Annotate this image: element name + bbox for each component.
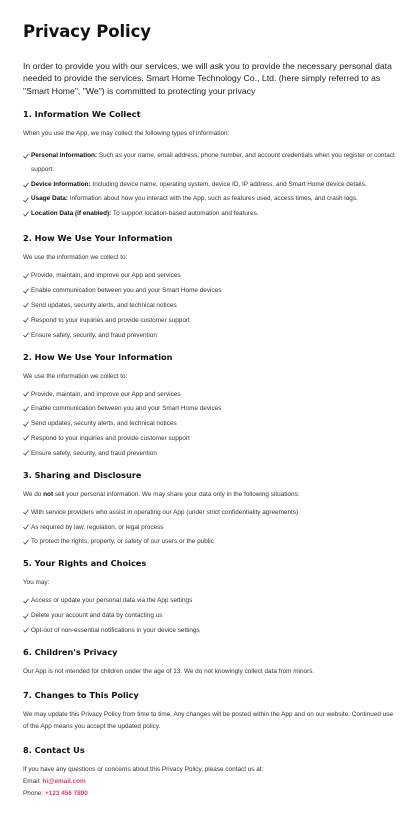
list-item bbox=[23, 596, 397, 605]
section-sharing-disclosure bbox=[23, 470, 397, 547]
list-item bbox=[23, 611, 397, 620]
check-icon bbox=[23, 434, 29, 442]
section-lead: You may: bbox=[23, 579, 50, 587]
item-text: Enable communication between you and your Smart Home devices bbox=[31, 405, 222, 413]
check-icon bbox=[23, 272, 29, 280]
intro-paragraph: In order to provide you with our services, we will ask you to provide the necessary personal data needed to provide the services. Smart Home Technology Co., Ltd. (here simply referred to as "Smart Home", "We") is committed to protecting your privacy bbox=[23, 61, 392, 96]
item-text: Send updates, security alerts, and technical notices bbox=[31, 420, 177, 428]
section-how-we-use bbox=[23, 233, 397, 339]
item-text: Ensure safety, security, and fraud prevention bbox=[31, 331, 157, 339]
check-icon bbox=[23, 152, 29, 160]
check-icon bbox=[23, 612, 29, 620]
item-text: Including device name, operating system, device ID, IP address, and Smart Home device details. bbox=[90, 180, 367, 188]
list-item bbox=[23, 286, 397, 295]
list-item bbox=[23, 316, 397, 325]
list-item bbox=[23, 178, 397, 193]
section-lead bbox=[23, 489, 397, 501]
section-childrens-privacy bbox=[23, 647, 397, 678]
section-contact-us bbox=[23, 745, 397, 800]
list-item bbox=[23, 192, 397, 207]
check-icon bbox=[23, 449, 29, 457]
check-icon bbox=[23, 405, 29, 413]
check-icon bbox=[23, 287, 29, 295]
list-item bbox=[23, 331, 397, 340]
check-icon bbox=[23, 508, 29, 516]
item-text: Opt-out of non-essential notifications in your device settings bbox=[31, 626, 200, 634]
item-text: As required by law, regulation, or legal process bbox=[31, 523, 164, 531]
check-icon bbox=[23, 316, 29, 324]
item-text: Provide, maintain, and improve our App and services bbox=[31, 272, 181, 280]
contact-phone-row bbox=[23, 788, 397, 800]
section-heading: 2. How We Use Your Information bbox=[23, 233, 173, 244]
item-term: Usage Data: bbox=[31, 195, 68, 203]
phone-link[interactable]: +123 456 7890 bbox=[45, 789, 88, 797]
check-icon bbox=[23, 523, 29, 531]
list-item bbox=[23, 449, 397, 458]
list-item bbox=[23, 404, 397, 413]
check-icon bbox=[23, 210, 29, 218]
section-heading: 7. Changes to This Policy bbox=[23, 689, 139, 700]
list-item bbox=[23, 434, 397, 443]
section-heading: 1. Information We Collect bbox=[23, 108, 141, 119]
check-icon bbox=[23, 538, 29, 546]
section-heading: 8. Contact Us bbox=[23, 744, 85, 755]
check-list bbox=[23, 390, 397, 458]
list-item bbox=[23, 301, 397, 310]
item-term: Location Data (if enabled): bbox=[31, 209, 112, 217]
lead-text: sell your personal information. We may share your data only in the following situations: bbox=[53, 490, 300, 498]
lead-text: We do bbox=[23, 490, 44, 498]
item-text: Provide, maintain, and improve our App and services bbox=[31, 390, 181, 398]
list-item bbox=[23, 149, 397, 178]
check-list bbox=[23, 508, 397, 547]
list-item bbox=[23, 207, 397, 222]
list-item bbox=[23, 271, 397, 280]
check-icon bbox=[23, 301, 29, 309]
lead-emphasis: not bbox=[43, 490, 54, 498]
section-text: We may update this Privacy Policy from time to time. Any changes will be posted within the App and on our website. Continued use of the App means you accept the updated policy. bbox=[23, 710, 394, 730]
item-text: Send updates, security alerts, and technical notices bbox=[31, 301, 177, 309]
contact-email-row bbox=[23, 776, 397, 788]
item-text: Ensure safety, security, and fraud prevention bbox=[31, 449, 157, 457]
item-text: Respond to your inquiries and provide customer support bbox=[31, 434, 190, 442]
list-item bbox=[23, 626, 397, 635]
item-text: Information about how you interact with the App, such as features used, access times, and crash logs. bbox=[67, 195, 358, 203]
check-list bbox=[23, 149, 397, 222]
item-term: Device Information: bbox=[31, 180, 91, 188]
list-item bbox=[23, 390, 397, 399]
item-text: Enable communication between you and your Smart Home devices bbox=[31, 287, 222, 295]
phone-label: Phone: bbox=[23, 789, 46, 797]
section-changes-policy bbox=[23, 690, 397, 733]
email-label: Email: bbox=[23, 777, 43, 785]
check-icon bbox=[23, 626, 29, 634]
item-text: Access or update your personal data via the App settings bbox=[31, 597, 193, 605]
item-text: Such as your name, email address, phone number, and account credentials when you register or contact support. bbox=[31, 151, 395, 174]
section-your-rights bbox=[23, 558, 397, 635]
list-item bbox=[23, 508, 397, 517]
item-term: Personal Information: bbox=[31, 151, 98, 159]
check-icon bbox=[23, 181, 29, 189]
check-icon bbox=[23, 597, 29, 605]
section-heading: 3. Sharing and Disclosure bbox=[23, 469, 142, 480]
item-text: To support location-based automation and features. bbox=[111, 209, 259, 217]
item-text: Respond to your inquiries and provide customer support bbox=[31, 316, 190, 324]
item-text: To protect the rights, property, or safety of our users or the public bbox=[31, 538, 214, 546]
check-list bbox=[23, 596, 397, 635]
section-lead: When you use the App, we may collect the following types of information: bbox=[23, 129, 230, 137]
section-heading: 6. Children's Privacy bbox=[23, 646, 118, 657]
section-text: Our App is not intended for children under the age of 13. We do not knowingly collect data from minors. bbox=[23, 667, 315, 675]
check-list bbox=[23, 271, 397, 339]
page-title: Privacy Policy bbox=[23, 22, 151, 41]
item-text: With service providers who assist in operating our App (under strict confidentiality agreements) bbox=[31, 508, 299, 516]
section-heading: 2. How We Use Your Information bbox=[23, 351, 173, 362]
section-heading: 5. Your Rights and Choices bbox=[23, 558, 147, 569]
check-icon bbox=[23, 390, 29, 398]
list-item bbox=[23, 537, 397, 546]
check-icon bbox=[23, 331, 29, 339]
section-information-we-collect bbox=[23, 109, 397, 222]
section-lead: We use the information we collect to: bbox=[23, 254, 128, 262]
check-icon bbox=[23, 196, 29, 204]
email-link[interactable]: hi@email.com bbox=[42, 777, 86, 785]
section-lead: We use the information we collect to: bbox=[23, 372, 128, 380]
section-lead: If you have any questions or concerns about this Privacy Policy, please contact us at: bbox=[23, 765, 264, 773]
section-how-we-use-repeat bbox=[23, 352, 397, 458]
item-text: Delete your account and data by contacting us bbox=[31, 612, 163, 620]
check-icon bbox=[23, 420, 29, 428]
list-item bbox=[23, 419, 397, 428]
list-item bbox=[23, 523, 397, 532]
